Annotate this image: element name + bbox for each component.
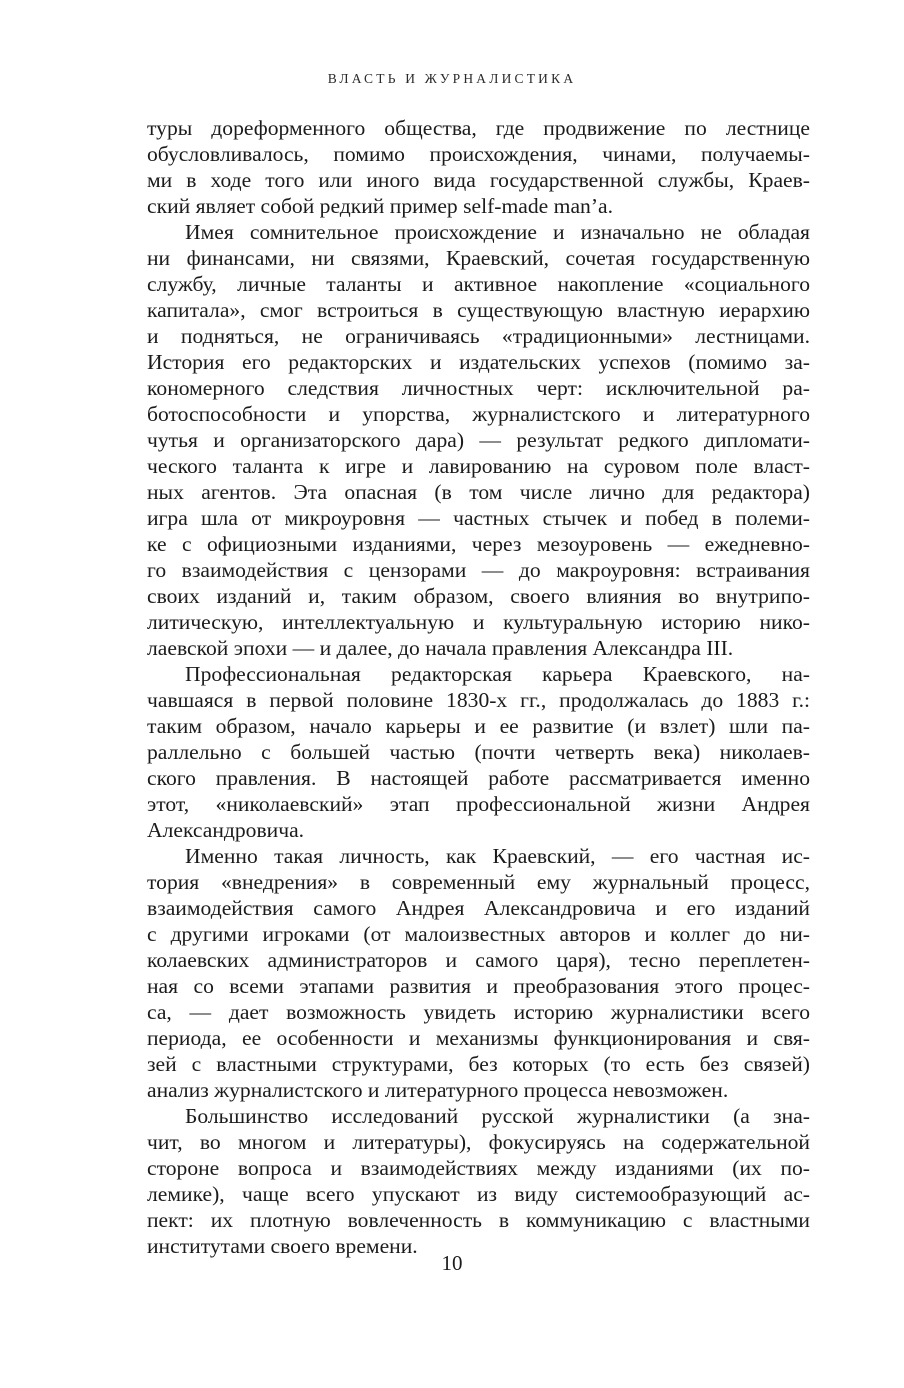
paragraph — [147, 115, 810, 219]
paragraph — [147, 661, 810, 843]
text-line: ского правления. В настоящей работе рассматривается именно — [147, 766, 810, 790]
text-line: Профессиональная редакторская карьера Краевского, на- — [185, 662, 810, 686]
text-line: капитала», смог встроиться в существующую властную иерархию — [147, 298, 810, 322]
text-line: ная со всеми этапами развития и преобразования этого процес- — [147, 974, 810, 998]
text-line: игра шла от микроуровня — частных стычек и побед в полеми- — [147, 506, 810, 530]
text-line: периода, ее особенности и механизмы функционирования и свя- — [147, 1026, 810, 1050]
text-line: службу, личные таланты и активное накопление «социального — [147, 272, 810, 296]
text-line: Имея сомнительное происхождение и изначально не обладая — [185, 220, 810, 244]
text-line: туры дореформенного общества, где продвижение по лестнице — [147, 116, 810, 140]
text-line: стороне вопроса и взаимодействиях между изданиями (их по- — [147, 1156, 810, 1180]
text-line: Большинство исследований русской журналистики (а зна- — [185, 1104, 810, 1128]
text-line: ми в ходе того или иного вида государственной службы, Краев- — [147, 168, 810, 192]
text-line: Александровича. — [147, 818, 305, 842]
text-line: История его редакторских и издательских успехов (помимо за- — [147, 350, 810, 374]
text-line: и подняться, не ограничиваясь «традиционными» лестницами. — [147, 324, 810, 348]
text-line: чавшаяся в первой половине 1830-х гг., продолжалась до 1883 г.: — [147, 688, 810, 712]
text-line: ботоспособности и упорства, журналистского и литературного — [147, 402, 810, 426]
text-line: ных агентов. Эта опасная (в том числе лично для редактора) — [147, 480, 810, 504]
text-line: с другими игроками (от малоизвестных авторов и коллег до ни- — [147, 922, 810, 946]
page-number: 10 — [441, 1251, 463, 1275]
running-head: ВЛАСТЬ И ЖУРНАЛИСТИКА — [327, 71, 577, 86]
text-line: таким образом, начало карьеры и ее развитие (и взлет) шли па- — [147, 714, 810, 738]
paragraph — [147, 1103, 810, 1259]
text-line: го взаимодействия с цензорами — до макроуровня: встраивания — [147, 558, 810, 582]
text-line: пект: их плотную вовлеченность в коммуникацию с властными — [147, 1208, 810, 1232]
text-line: этот, «николаевский» этап профессиональной жизни Андрея — [147, 792, 810, 816]
text-line: кономерного следствия личностных черт: исключительной ра- — [147, 376, 810, 400]
body-text — [147, 115, 810, 1259]
text-line: лаевской эпохи — и далее, до начала правления Александра III. — [147, 636, 734, 660]
text-line: своих изданий и, таким образом, своего влияния во внутрипо- — [147, 584, 810, 608]
text-line: анализ журналистского и литературного процесса невозможен. — [147, 1078, 729, 1102]
text-line: литическую, интеллектуальную и культуральную историю нико- — [147, 610, 810, 634]
text-line: ке с официозными изданиями, через мезоуровень — ежедневно- — [147, 532, 810, 556]
text-line: лемике), чаще всего упускают из виду системообразующий ас- — [147, 1182, 810, 1206]
text-line: институтами своего времени. — [147, 1234, 418, 1258]
text-line: са, — дает возможность увидеть историю журналистики всего — [147, 1000, 810, 1024]
paragraph — [147, 219, 810, 661]
text-line: раллельно с большей частью (почти четверть века) николаев- — [147, 740, 810, 764]
text-line: тория «внедрения» в современный ему журнальный процесс, — [147, 870, 810, 894]
text-line: зей с властными структурами, без которых (то есть без связей) — [147, 1052, 810, 1076]
text-line: обусловливалось, помимо происхождения, чинами, получаемы- — [147, 142, 810, 166]
text-line: чит, во многом и литературы), фокусируясь на содержательной — [147, 1130, 810, 1154]
text-line: колаевских администраторов и самого царя), тесно переплетен- — [147, 948, 810, 972]
text-line: ческого таланта к игре и лавированию на суровом поле власт- — [147, 454, 810, 478]
text-line: ни финансами, ни связями, Краевский, сочетая государственную — [147, 246, 810, 270]
text-line: ский являет собой редкий пример self-made man’a. — [147, 194, 613, 218]
text-line: взаимодействия самого Андрея Александровича и его изданий — [147, 896, 810, 920]
paragraph — [147, 843, 810, 1103]
text-line: Именно такая личность, как Краевский, — его частная ис- — [185, 844, 810, 868]
text-line: чутья и организаторского дара) — результат редкого дипломати- — [147, 428, 810, 452]
